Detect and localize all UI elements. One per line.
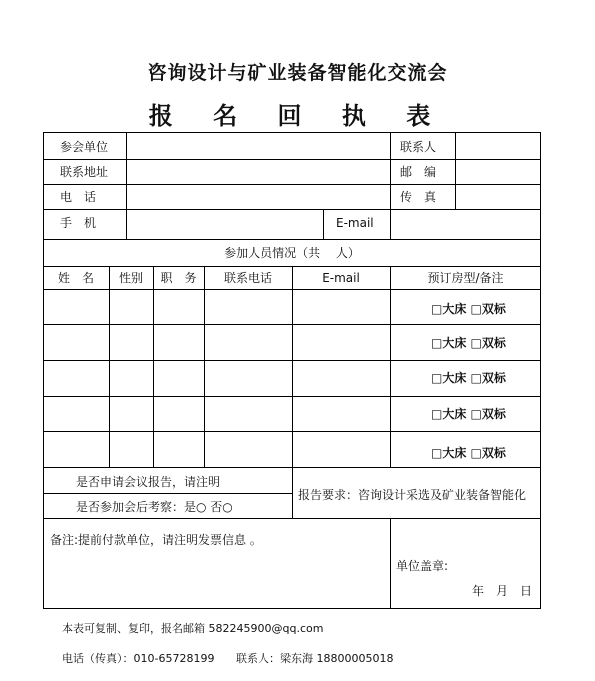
participants-heading: 参加人员情况（共 人） <box>224 246 360 260</box>
email-input[interactable] <box>391 210 540 238</box>
report-requirement: 报告要求：咨询设计采选及矿业装备智能化 <box>298 488 527 502</box>
big-bed-checkbox[interactable]: □大床 <box>431 371 467 385</box>
big-bed-checkbox[interactable]: □大床 <box>431 446 467 460</box>
big-bed-checkbox[interactable]: □大床 <box>431 336 467 350</box>
footer-phone: 电话（传真）：010-65728199 <box>62 652 215 665</box>
footer-note: 本表可复制、复印，报名邮箱 582245900@qq.com <box>62 622 324 635</box>
column-header-position: 职 务 <box>160 271 197 285</box>
org-input[interactable] <box>127 133 389 158</box>
fax-input[interactable] <box>456 185 540 208</box>
address-input[interactable] <box>127 160 389 183</box>
remarks-text: 备注:提前付款单位，请注明发票信息 。 <box>50 533 262 547</box>
column-header-phone: 联系电话 <box>223 271 272 285</box>
date-label: 年 月 日 <box>472 584 533 598</box>
mobile-label: 手 机 <box>60 216 97 230</box>
tour-question-label: 是否参加会后考察： <box>76 500 185 514</box>
tour-question <box>76 500 233 514</box>
org-label: 参会单位 <box>60 140 109 154</box>
phone-input[interactable] <box>127 185 389 208</box>
phone-label: 电 话 <box>60 190 97 204</box>
seal-label: 单位盖章: <box>396 559 449 573</box>
room-option-row[interactable] <box>431 446 506 460</box>
report-apply-label: 是否申请会议报告，请注明 <box>76 475 221 489</box>
room-option-row[interactable] <box>431 371 506 385</box>
column-header-gender: 性别 <box>118 271 143 285</box>
twin-checkbox[interactable]: □双标 <box>470 302 506 316</box>
big-bed-checkbox[interactable]: □大床 <box>431 407 467 421</box>
postcode-label: 邮 编 <box>400 165 437 179</box>
email-label: E-mail <box>336 216 374 230</box>
fax-label: 传 真 <box>400 190 437 204</box>
room-option-row[interactable] <box>431 407 506 421</box>
twin-checkbox[interactable]: □双标 <box>470 407 506 421</box>
twin-checkbox[interactable]: □双标 <box>470 371 506 385</box>
tour-options[interactable]: 是○ 否○ <box>184 500 233 514</box>
twin-checkbox[interactable]: □双标 <box>470 446 506 460</box>
contact-input[interactable] <box>456 133 540 158</box>
contact-label: 联系人 <box>400 140 437 154</box>
form-title: 咨询设计与矿业装备智能化交流会 <box>147 62 448 84</box>
mobile-input[interactable] <box>127 210 322 238</box>
address-label: 联系地址 <box>60 165 109 179</box>
postcode-input[interactable] <box>456 160 540 183</box>
room-option-row[interactable] <box>431 302 506 316</box>
twin-checkbox[interactable]: □双标 <box>470 336 506 350</box>
footer-contact: 联系人：梁东海 18800005018 <box>236 652 394 665</box>
column-header-room: 预订房型/备注 <box>427 271 504 285</box>
room-option-row[interactable] <box>431 336 506 350</box>
form-subtitle: 报 名 回 执 表 <box>148 101 447 130</box>
big-bed-checkbox[interactable]: □大床 <box>431 302 467 316</box>
column-header-email: E-mail <box>322 271 360 285</box>
column-header-name: 姓 名 <box>57 271 94 285</box>
